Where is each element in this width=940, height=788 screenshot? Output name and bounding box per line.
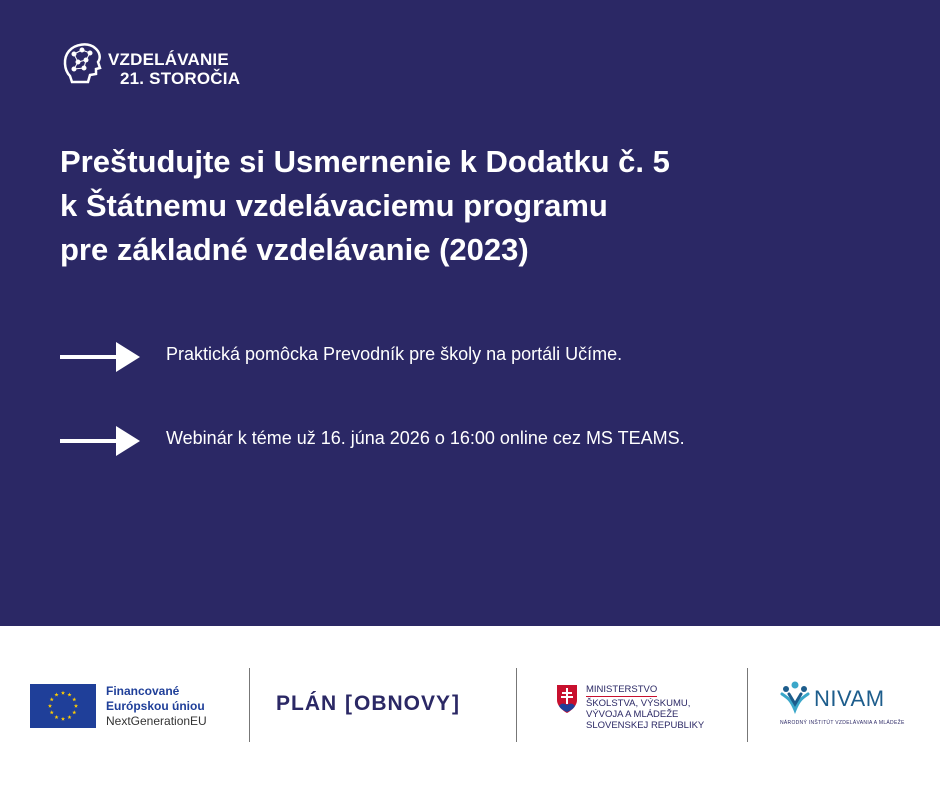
arrow-right-icon [60,426,140,456]
footer-divider [747,668,748,742]
plan-obnovy-logo [276,692,486,722]
head-network-icon [60,38,110,88]
bullet-text: Praktická pomôcka Prevodník pre školy na portáli Učíme. [166,344,623,364]
eu-line3: NextGenerationEU [106,714,207,728]
footer-divider [249,668,250,742]
eu-funding-text [106,684,207,729]
nivam-figures-icon [780,680,810,714]
plan-word1: PLÁN [276,692,338,715]
ministry-line1: MINISTERSTVO [586,684,658,695]
ministry-logo [556,684,736,736]
eu-line2: Európskou úniou [106,699,205,713]
ministry-line4: SLOVENSKEJ REPUBLIKY [586,720,705,731]
title-line1: Preštudujte si Usmernenie k Dodatku č. 5 [60,144,670,179]
eu-funding-logo [30,684,230,730]
title-line3: pre základné vzdelávanie (2023) [60,232,529,267]
ministry-line2: ŠKOLSTVA, VÝSKUMU, [586,698,691,709]
bracket-open-icon: [ [345,692,354,715]
ministry-line3: VÝVOJA A MLÁDEŽE [586,709,679,720]
brand-line1: VZDELÁVANIE [108,50,229,69]
eu-flag-icon [30,684,96,728]
title-line2: k Štátnemu vzdelávaciemu programu [60,188,608,223]
brand-line2: 21. STOROČIA [120,69,241,88]
brand-name [108,50,240,88]
nivam-logo [776,680,916,736]
page-title [60,140,820,272]
arrow-right-icon [60,342,140,372]
bracket-close-icon: ] [452,692,461,715]
footer-divider [516,668,517,742]
bullet-item [60,422,820,462]
plan-word2: OBNOVY [354,692,452,715]
eu-line1: Financované [106,684,180,698]
nivam-name: NIVAM [814,686,885,711]
bullet-text: Webinár k téme už 16. júna 2026 o 16:00 online cez MS TEAMS. [166,428,685,448]
brand-logo [60,38,280,94]
nivam-subtitle: NÁRODNÝ INŠTITÚT VZDELÁVANIA A MLÁDEŽE [780,720,905,726]
slovak-coat-of-arms-icon [556,684,578,714]
bullet-item [60,338,820,378]
ministry-text [586,684,704,731]
